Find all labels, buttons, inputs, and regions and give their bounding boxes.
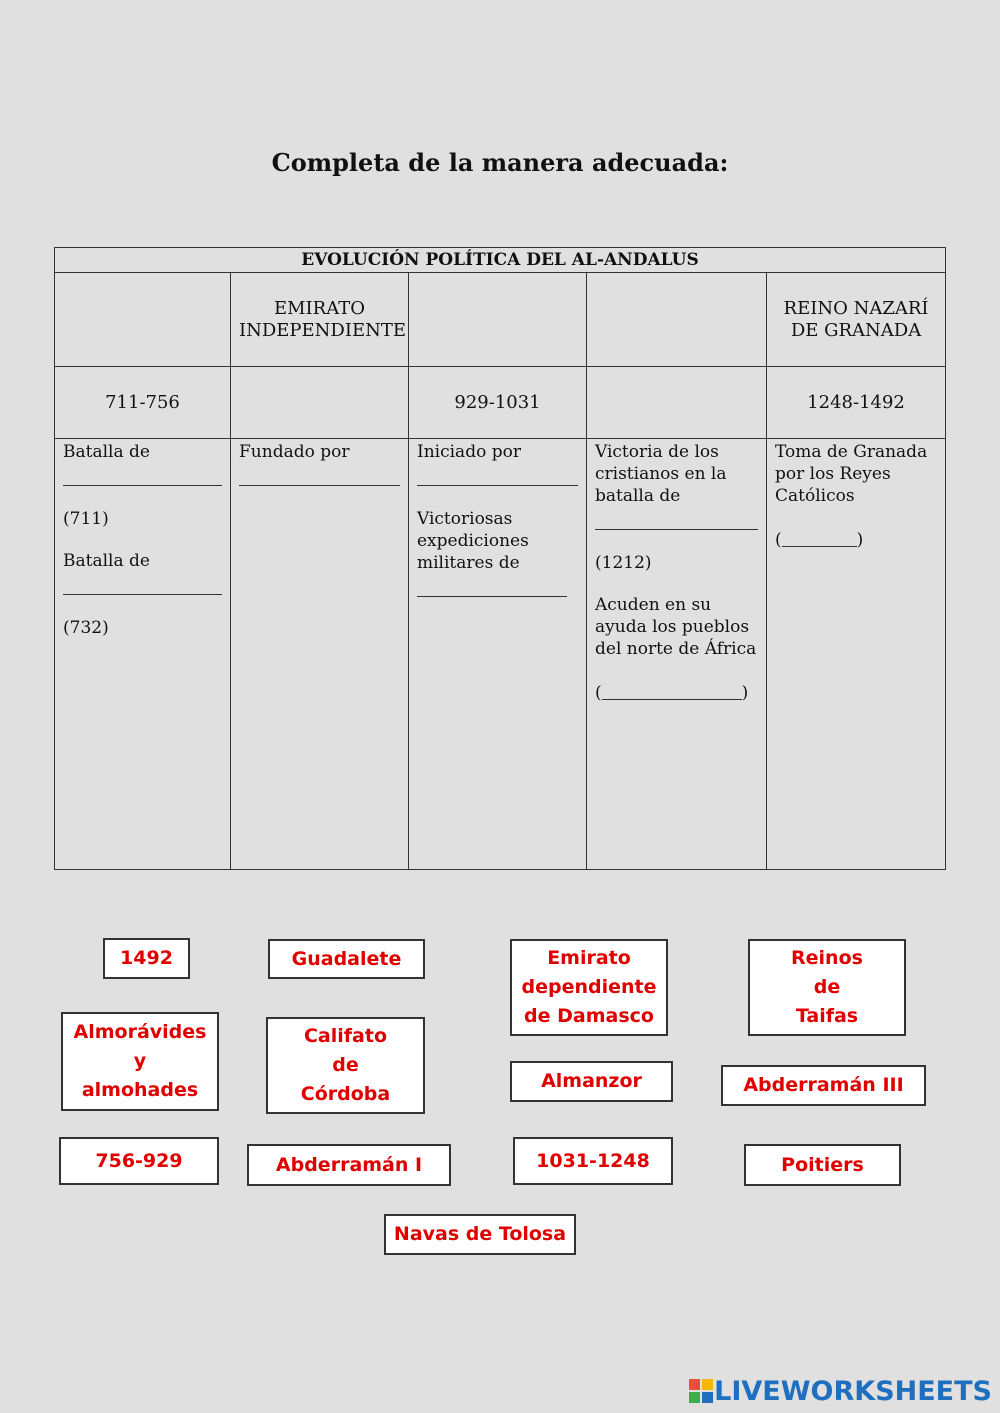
- detail-cell-4: [587, 439, 767, 870]
- card-emirato-dependiente[interactable]: Emirato dependiente de Damasco: [510, 939, 668, 1036]
- date-cell-4[interactable]: [587, 367, 767, 439]
- expeditions-label: Victoriosas expediciones militares de: [417, 509, 529, 573]
- year-1212: (1212): [595, 553, 652, 573]
- answer-blank-year[interactable]: [782, 546, 857, 547]
- name-cell-4[interactable]: [587, 273, 767, 367]
- year-711: (711): [63, 509, 109, 529]
- card-756-929[interactable]: 756-929: [59, 1137, 219, 1185]
- answer-blank-peoples[interactable]: [602, 699, 742, 700]
- card-1492[interactable]: 1492: [103, 938, 190, 979]
- card-abderraman-iii[interactable]: Abderramán III: [721, 1065, 926, 1106]
- card-reinos-taifas[interactable]: Reinos de Taifas: [748, 939, 906, 1036]
- date-cell-2[interactable]: [231, 367, 409, 439]
- detail-cell-1: [55, 439, 231, 870]
- detail-cell-3: [409, 439, 587, 870]
- card-navas-tolosa[interactable]: Navas de Tolosa: [384, 1214, 576, 1255]
- answer-paren-peoples[interactable]: ( ): [595, 683, 749, 703]
- page-title: Completa de la manera adecuada:: [271, 148, 729, 177]
- card-poitiers[interactable]: Poitiers: [744, 1144, 901, 1186]
- date-cell-5: 1248-1492: [767, 367, 946, 439]
- battle-label-1: Batalla de: [63, 442, 150, 462]
- liveworksheets-logo[interactable]: [688, 1373, 992, 1409]
- year-732: (732): [63, 618, 109, 638]
- help-label: Acuden en su ayuda los pueblos del norte de África: [595, 595, 757, 659]
- answer-blank-founder[interactable]: [239, 485, 400, 486]
- card-califato-cordoba[interactable]: Califato de Córdoba: [266, 1017, 425, 1114]
- card-almanzor[interactable]: Almanzor: [510, 1061, 673, 1102]
- initiated-by-label: Iniciado por: [417, 442, 521, 462]
- detail-cell-2: [231, 439, 409, 870]
- name-cell-1[interactable]: [55, 273, 231, 367]
- history-table: [54, 247, 946, 870]
- detail-cell-5: [767, 439, 946, 870]
- liveworksheets-logo-icon: [688, 1378, 714, 1404]
- conquest-label: Toma de Granada por los Reyes Católicos: [775, 442, 928, 506]
- date-cell-1: 711-756: [55, 367, 231, 439]
- card-almoravides-almohades[interactable]: Almorávides y almohades: [61, 1012, 219, 1111]
- name-cell-3[interactable]: [409, 273, 587, 367]
- answer-paren-year[interactable]: ( ): [775, 530, 864, 550]
- name-cell-5: REINO NAZARÍ DE GRANADA: [767, 273, 946, 367]
- name-cell-2: EMIRATO INDEPENDIENTE: [231, 273, 409, 367]
- founded-by-label: Fundado por: [239, 442, 350, 462]
- logo-text: LIVEWORKSHEETS: [714, 1375, 992, 1407]
- table-header: EVOLUCIÓN POLÍTICA DEL AL-ANDALUS: [55, 248, 946, 273]
- card-1031-1248[interactable]: 1031-1248: [513, 1137, 673, 1185]
- card-guadalete[interactable]: Guadalete: [268, 939, 425, 979]
- battle-label-2: Batalla de: [63, 551, 150, 571]
- card-abderraman-i[interactable]: Abderramán I: [247, 1144, 451, 1186]
- answer-blank-expeditions[interactable]: [417, 596, 567, 597]
- victory-label: Victoria de los cristianos en la batalla de: [595, 442, 727, 506]
- date-cell-3: 929-1031: [409, 367, 587, 439]
